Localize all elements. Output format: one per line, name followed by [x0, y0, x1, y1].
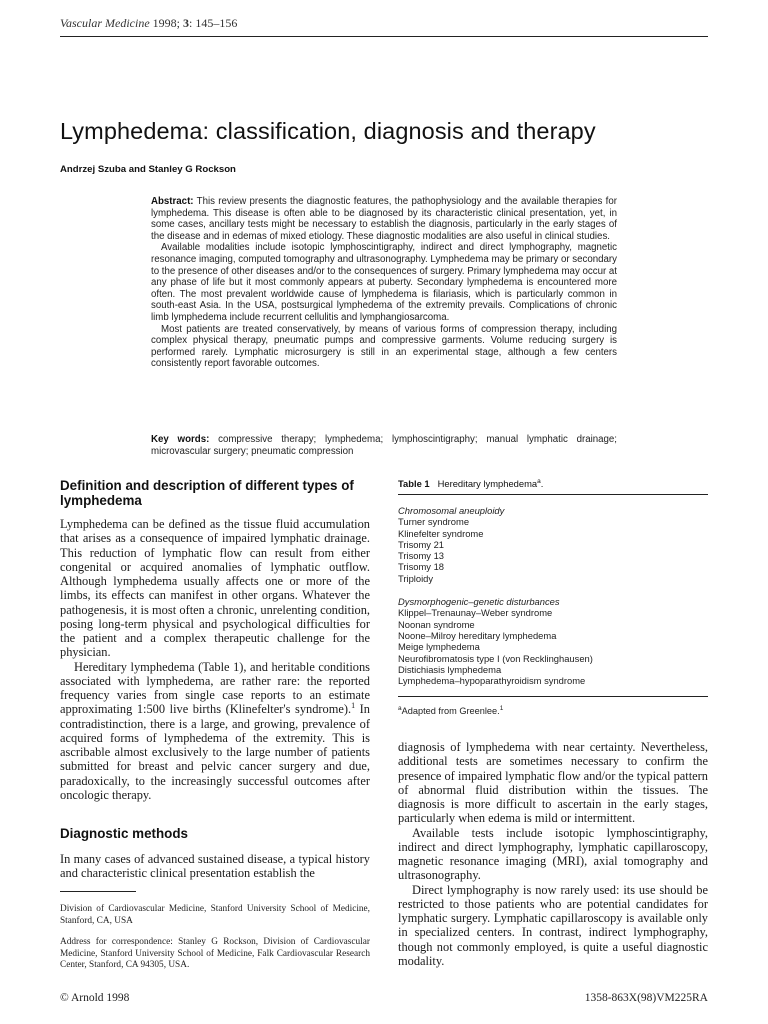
table-row: Noonan syndrome: [398, 618, 475, 630]
journal-year: 1998;: [152, 16, 180, 30]
table-group-heading: Dysmorphogenic–genetic disturbances: [398, 596, 560, 608]
table-caption-note-mark: a: [537, 478, 541, 485]
section-diagnostic-body-right: [398, 740, 708, 968]
table-row: Trisomy 21: [398, 538, 445, 550]
table-spacer: [398, 584, 708, 596]
table-row: Klinefelter syndrome: [398, 527, 484, 539]
abstract-paragraph-3: Most patients are treated conservatively, by means of various forms of compression therapy, including complex physical therapy, pneumatic pumps and compressive garments. Volume reducing surgery is performed rarely. Lymphatic microsurgery is still in an experimental stage, although a few centers consistently report favorable outcomes.: [151, 323, 617, 370]
abstract: [151, 196, 617, 370]
article-title: Lymphedema: classification, diagnosis and therapy: [60, 118, 596, 144]
section-definition-body: [60, 517, 370, 802]
table-row: Trisomy 13: [398, 550, 445, 562]
keywords-text: compressive therapy; lymphedema; lymphoscintigraphy; manual lymphatic drainage; microvascular surgery; pneumatic compression: [151, 434, 617, 457]
reference-marker: 1: [351, 701, 356, 711]
section-definition-paragraph-1: Lymphedema can be defined as the tissue fluid accumulation that arises as a consequence of impaired lymphatic drainage. This reduction of lymphatic flow can result from either congenital or acquired anomalies of lymphatic outflow. Although lymphedema usually affects one or more of the limbs, its effects can manifest in other organs. Whatever the pathogenesis, it is most often a chronic, unrelenting condition, posing long-term physical and psychological difficulties for the patient and a complex therapeutic challenge for the physician.: [60, 517, 370, 660]
reference-marker: 1: [499, 705, 504, 712]
table-body: [398, 505, 708, 686]
section-diagnostic-paragraph-3: Direct lymphography is now rarely used: its use should be restricted to those patients who are potential candidates for lymphatic surgery. Lymphatic capillaroscopy is available only in specialized centers. In contrast, indirect lymphography, though not commonly employed, is quite a useful diagnostic modality.: [398, 882, 708, 968]
section-heading-definition: Definition and description of different types of lymphedema: [60, 478, 354, 508]
table-note-mark: a: [398, 705, 402, 712]
section-heading-diagnostic: Diagnostic methods: [60, 826, 188, 841]
copyright: © Arnold 1998: [60, 992, 130, 1004]
abstract-paragraph-1: This review presents the diagnostic features, the pathophysiology and the available therapies for lymphedema. This disease is often able to be diagnosed by its characteristic clinical presentation, yet, in some cases, ancillary tests might be necessary to establish the diagnosis, particularly in the early stages of the disease and in edemas of mixed etiology. These diagnostic modalities are also useful in clinical studies.: [151, 196, 617, 242]
table-label: Table 1: [398, 478, 430, 490]
keywords: [151, 434, 617, 458]
section-diagnostic-paragraph-1-cont: diagnosis of lymphedema with near certainty. Nevertheless, additional tests are sometimes necessary to confirm the presence of impaired lymphatic flow and/or the typical pattern of abnormal fluid distribution within the tissues. The diagnosis is more difficult to ascertain in the early stages, particularly when edema is mild or intermittent.: [398, 740, 708, 826]
header-divider: [60, 36, 708, 37]
table-row: Lymphedema–hypoparathyroidism syndrome: [398, 675, 586, 687]
footnote-correspondence: Address for correspondence: Stanley G Rockson, Division of Cardiovascular Medicine, Stanford University School of Medicine, Falk Cardiovascular Research Center, Stanford, CA 94305, USA.: [60, 937, 370, 971]
footnote-divider: [60, 891, 136, 892]
article-authors: Andrzej Szuba and Stanley G Rockson: [60, 164, 236, 175]
journal-volume: 3: [183, 16, 189, 30]
section-diagnostic-body-left: [60, 852, 370, 881]
journal-pages: : 145–156: [189, 16, 238, 30]
abstract-paragraph-2: Available modalities include isotopic lymphoscintigraphy, indirect and direct lymphography, magnetic resonance imaging, computed tomography and ultrasonography. Lymphedema may be primary or secondary to the presence of other diseases and/or to the consequences of surgery. Primary lymphedema may occur at any phase of life but it most commonly appears at puberty. Secondary lymphedema is encountered more often. The most prevalent worldwide cause of lymphedema is filariasis, which is particularly common in south-east Asia. In the USA, postsurgical lymphedema of the extremity prevails. Complications of chronic limb lymphedema include recurrent cellulitis and lymphangiosarcoma.: [151, 242, 617, 323]
article-code: 1358-863X(98)VM225RA: [584, 992, 708, 1004]
table-row: Turner syndrome: [398, 516, 470, 528]
footnote-affiliation: Division of Cardiovascular Medicine, Stanford University School of Medicine, Stanford, CA, USA: [60, 904, 370, 926]
section-definition-paragraph-2: Hereditary lymphedema (Table 1), and heritable conditions associated with lymphedema, are rather rare: the reported frequency varies from single case reports to an estimate approximating 1:500 live births (Klinefelter's syndrome).$^1$ In contradistinction, there is a large, and growing, prevalence of acquired forms of lymphedema of the extremity. This is ascribable almost exclusively to the large number of patients submitted for breast and pelvic cancer surgery and due, paradoxically, to the increasingly successful outcomes after oncologic therapy.: [60, 659, 371, 802]
table-row: Neurofibromatosis type I (von Recklinghausen): [398, 652, 593, 664]
section-diagnostic-paragraph-1-start: In many cases of advanced sustained disease, a typical history and characteristic clinical presentation establish the: [60, 852, 370, 881]
table-group-heading: Chromosomal aneuploidy: [398, 505, 505, 516]
table-row: Klippel–Trenaunay–Weber syndrome: [398, 607, 553, 619]
section-diagnostic-paragraph-2: Available tests include isotopic lymphoscintigraphy, indirect and direct lymphography, lymphatic capillaroscopy, magnetic resonance imaging (MRI), axial tomography and ultrasonography.: [398, 825, 708, 883]
table-caption: Table 1 Hereditary lymphedema$^a$.: [398, 478, 544, 490]
table-row: Trisomy 18: [398, 561, 445, 573]
table-row: Distichiasis lymphedema: [398, 663, 502, 675]
journal-name: Vascular Medicine: [60, 16, 150, 30]
table-rule-bottom: [398, 696, 708, 697]
keywords-label: Key words:: [151, 434, 210, 445]
table-row: Noone–Milroy hereditary lymphedema: [398, 629, 557, 641]
running-head: [60, 16, 237, 31]
table-row: Meige lymphedema: [398, 641, 480, 653]
table-footnote: $^a$Adapted from Greenlee.$^1$: [398, 705, 504, 717]
abstract-label: Abstract:: [151, 196, 194, 207]
table-rule-top: [398, 494, 708, 495]
table-title: Hereditary lymphedema: [437, 478, 538, 490]
table-row: Triploidy: [398, 572, 434, 584]
